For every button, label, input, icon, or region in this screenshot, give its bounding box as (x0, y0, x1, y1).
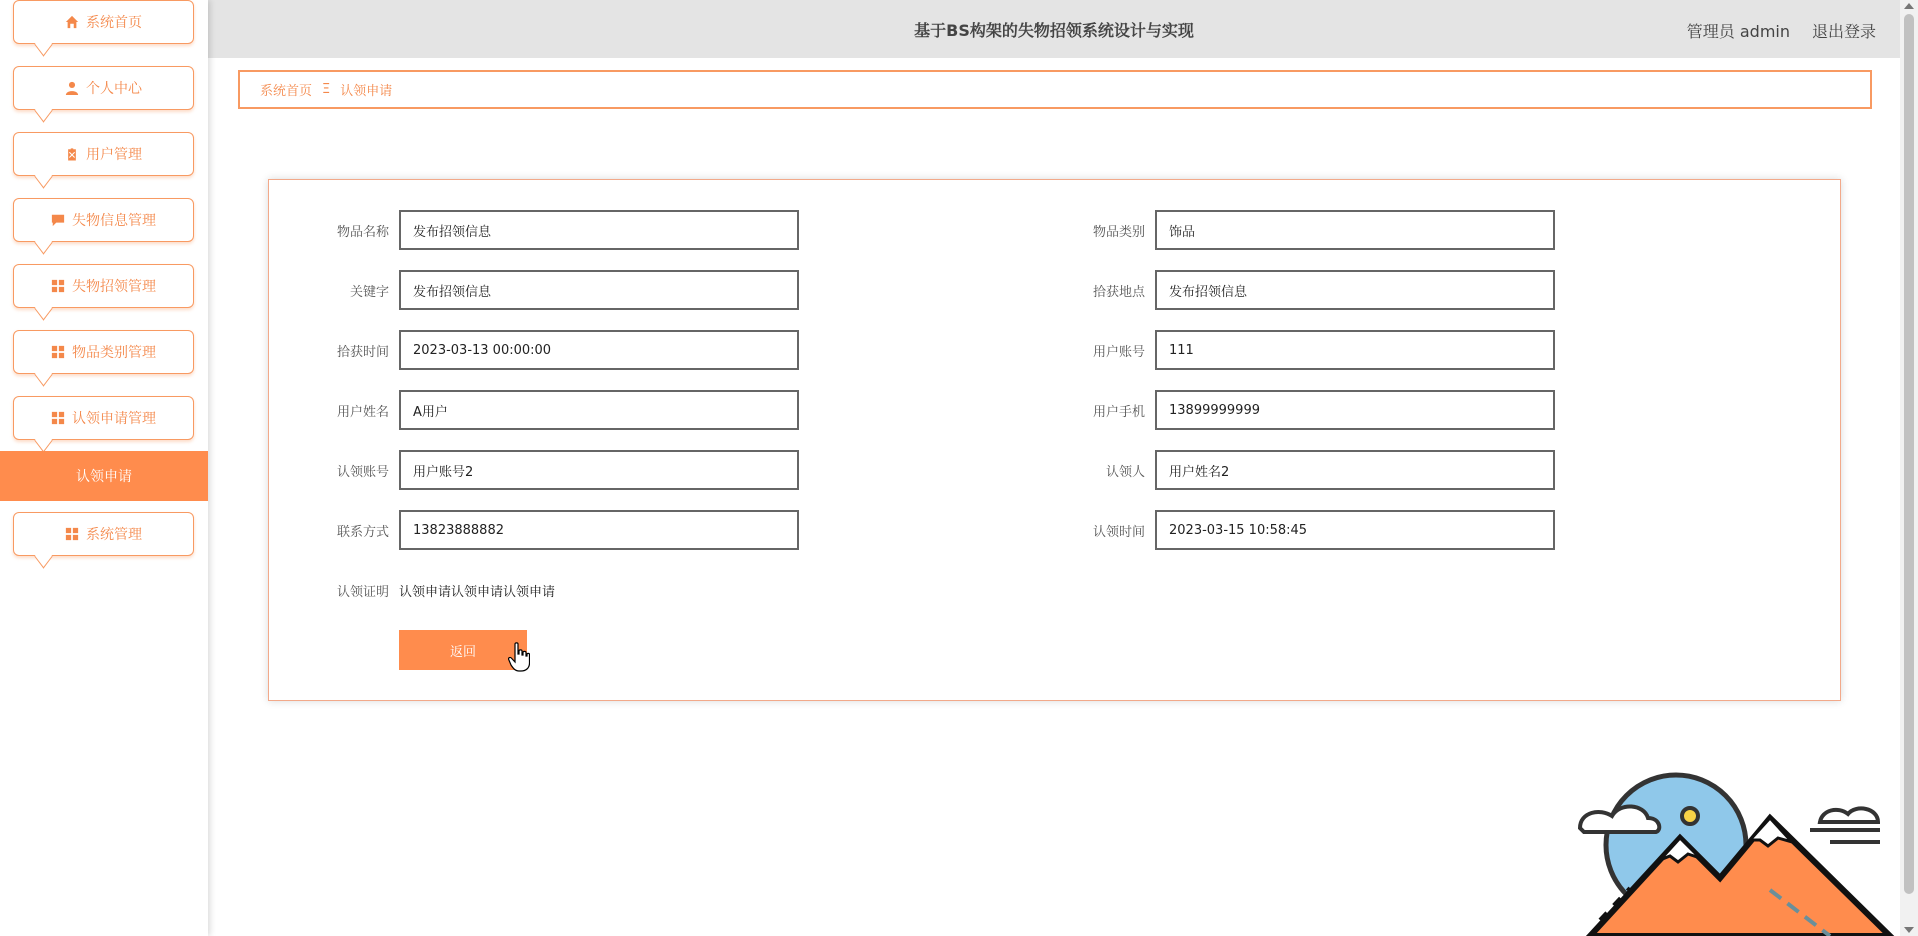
breadcrumb-home-link[interactable]: 系统首页 (260, 84, 313, 99)
sidebar-item-label: 失物招领管理 (72, 279, 156, 295)
user-icon (65, 81, 79, 95)
user-role-label: 管理员 admin (1686, 22, 1790, 41)
claim-proof-field (279, 570, 555, 610)
item-name-input[interactable] (399, 210, 799, 250)
found-location-label: 拾获地点 (1092, 284, 1145, 300)
hand-cursor-icon (508, 642, 530, 672)
clipboard-icon (65, 147, 79, 161)
sidebar-item-label: 个人中心 (86, 81, 142, 97)
found-time-label: 拾获时间 (336, 344, 389, 360)
sidebar-item-label: 用户管理 (86, 147, 142, 163)
grid-icon (65, 527, 79, 541)
user-name-input[interactable] (399, 390, 799, 430)
page-title: 基于BS构架的失物招领系统设计与实现 (914, 21, 1194, 40)
contact-input[interactable] (399, 510, 799, 550)
sidebar-item-claims[interactable] (13, 396, 194, 440)
sidebar-subitem-claim-application[interactable]: 认领申请 (0, 451, 208, 501)
breadcrumb (238, 70, 1872, 109)
user-phone-input[interactable] (1155, 390, 1555, 430)
item-category-input[interactable] (1155, 210, 1555, 250)
item-category-label: 物品类别 (1092, 224, 1145, 240)
found-time-input[interactable] (399, 330, 799, 370)
found-location-field (1035, 270, 1555, 310)
user-phone-field (1035, 390, 1555, 430)
sidebar-item-label: 认领申请管理 (72, 411, 156, 427)
claimant-label: 认领人 (1105, 464, 1145, 480)
keyword-label: 关键字 (349, 284, 389, 300)
claim-detail-form (268, 179, 1841, 701)
user-phone-label: 用户手机 (1092, 404, 1145, 420)
claim-account-input[interactable] (399, 450, 799, 490)
logout-link[interactable]: 退出登录 (1811, 22, 1876, 41)
contact-label: 联系方式 (336, 524, 389, 540)
sidebar-item-lost-found[interactable] (13, 264, 194, 308)
grid-icon (51, 345, 65, 359)
found-time-field (279, 330, 799, 370)
scrollbar-thumb[interactable] (1904, 14, 1914, 894)
breadcrumb-separator: Ξ (322, 82, 331, 97)
claim-proof-value: 认领申请认领申请认领申请 (399, 584, 556, 600)
scroll-down-arrow-icon[interactable] (1904, 927, 1914, 933)
sidebar-item-home[interactable] (13, 0, 194, 44)
back-button[interactable]: 返回 (399, 630, 527, 670)
sidebar (0, 0, 208, 936)
claim-time-field (1035, 510, 1555, 550)
page-scrollbar[interactable] (1900, 0, 1918, 936)
user-name-field (279, 390, 799, 430)
top-header (208, 0, 1900, 58)
grid-icon (51, 411, 65, 425)
user-account-input[interactable] (1155, 330, 1555, 370)
keyword-input[interactable] (399, 270, 799, 310)
item-category-field (1035, 210, 1555, 250)
sidebar-item-lost-info[interactable] (13, 198, 194, 242)
contact-field (279, 510, 799, 550)
user-name-label: 用户姓名 (336, 404, 389, 420)
claimant-field (1035, 450, 1555, 490)
sidebar-item-categories[interactable] (13, 330, 194, 374)
user-account-label: 用户账号 (1092, 344, 1145, 360)
scroll-up-arrow-icon[interactable] (1904, 3, 1914, 9)
keyword-field (279, 270, 799, 310)
home-icon (65, 15, 79, 29)
claim-account-label: 认领账号 (336, 464, 389, 480)
found-location-input[interactable] (1155, 270, 1555, 310)
claimant-input[interactable] (1155, 450, 1555, 490)
chat-icon (51, 213, 65, 227)
grid-icon (51, 279, 65, 293)
item-name-label: 物品名称 (336, 224, 389, 240)
sidebar-item-users[interactable] (13, 132, 194, 176)
claim-time-input[interactable] (1155, 510, 1555, 550)
sidebar-item-label: 物品类别管理 (72, 345, 156, 361)
sidebar-item-label: 系统管理 (86, 527, 142, 543)
claim-time-label: 认领时间 (1092, 524, 1145, 540)
mountain-illustration (1560, 760, 1900, 936)
claim-account-field (279, 450, 799, 490)
item-name-field (279, 210, 799, 250)
sidebar-item-label: 失物信息管理 (72, 213, 156, 229)
sidebar-item-system[interactable] (13, 512, 194, 556)
sidebar-item-label: 系统首页 (86, 15, 142, 31)
breadcrumb-current: 认领申请 (340, 84, 393, 99)
user-account-field (1035, 330, 1555, 370)
sidebar-item-profile[interactable] (13, 66, 194, 110)
claim-proof-label: 认领证明 (336, 584, 389, 600)
